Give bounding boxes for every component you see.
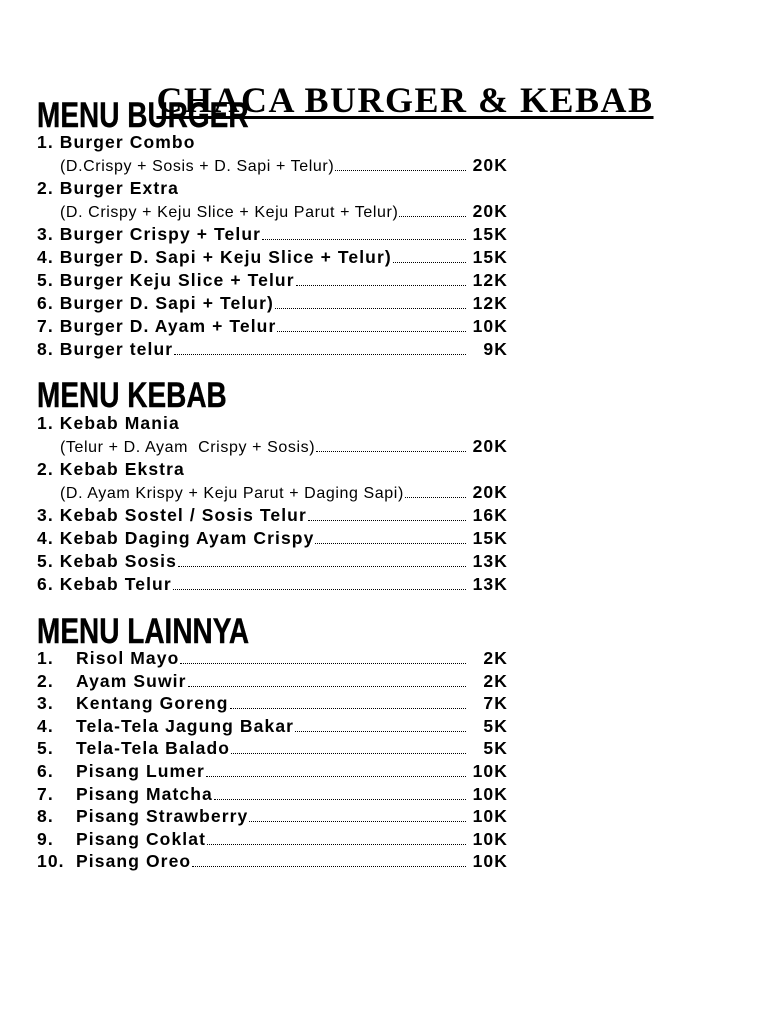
menu-item [37, 850, 508, 873]
menu-item-detail-row [37, 435, 508, 458]
menu-item [37, 504, 508, 527]
menu-item [37, 783, 508, 806]
menu-item-row [37, 177, 508, 200]
menu-item [37, 573, 508, 596]
item-number: 3. [37, 693, 54, 714]
item-price: 15K [472, 224, 508, 244]
item-name: Kebab Telur [59, 574, 172, 594]
menu-item [37, 527, 508, 550]
menu-item-detail-row [37, 200, 508, 223]
item-price: 12K [472, 270, 508, 290]
leader-dots [214, 799, 466, 800]
item-name: Kebab Sostel / Sosis Telur [59, 505, 307, 525]
item-number: 9. [37, 828, 54, 849]
item-number: 2. [37, 178, 54, 198]
menu-item-row [37, 458, 508, 481]
leader-dots [296, 285, 466, 286]
leader-dots [173, 589, 466, 590]
item-number: 8. [37, 806, 54, 827]
leader-dots [180, 663, 466, 664]
leader-dots [192, 866, 466, 867]
menu-item-row [37, 647, 508, 670]
section-heading: MENU KEBAB [37, 376, 227, 415]
item-number: 7. [37, 783, 54, 804]
menu-item-row [37, 269, 508, 292]
item-name: Pisang Strawberry [76, 806, 249, 827]
menu-item [37, 131, 508, 177]
item-number: 5. [37, 270, 54, 290]
item-name: Ayam Suwir [76, 670, 187, 691]
leader-dots [262, 239, 466, 240]
menu-item [37, 805, 508, 828]
item-price: 13K [472, 574, 508, 594]
item-price: 10K [472, 316, 508, 336]
item-name: Kebab Mania [59, 413, 180, 433]
menu-item-row [37, 573, 508, 596]
menu-item [37, 223, 508, 246]
item-name: Pisang Coklat [76, 828, 207, 849]
menu-item [37, 737, 508, 760]
item-number: 4. [37, 528, 54, 548]
menu-item [37, 246, 508, 269]
leader-dots [207, 844, 466, 845]
item-number: 2. [37, 459, 54, 479]
menu-item [37, 315, 508, 338]
item-number: 4. [37, 715, 54, 736]
menu-item [37, 177, 508, 223]
item-name: Risol Mayo [76, 648, 180, 668]
item-name: Kebab Sosis [59, 551, 177, 571]
menu-item [37, 647, 508, 670]
section-heading: MENU BURGER [37, 96, 249, 135]
item-name: Burger Crispy + Telur [59, 224, 262, 244]
item-price: 13K [472, 551, 508, 571]
menu-item [37, 550, 508, 573]
item-detail: (D. Ayam Krispy + Keju Parut + Daging Sapi) [60, 485, 404, 502]
leader-dots [399, 216, 466, 217]
item-price: 10K [472, 851, 508, 872]
menu-item-row [37, 715, 508, 738]
item-name: Pisang Lumer [76, 760, 205, 781]
menu-item [37, 692, 508, 715]
item-detail: (D.Crispy + Sosis + D. Sapi + Telur) [60, 158, 335, 175]
item-price: 16K [472, 505, 508, 525]
menu-item-detail-row [37, 154, 508, 177]
item-name: Kebab Ekstra [59, 459, 185, 479]
item-number: 3. [37, 505, 54, 525]
menu-item-row [37, 527, 508, 550]
item-number: 6. [37, 760, 54, 781]
leader-dots [178, 566, 466, 567]
menu-item [37, 338, 508, 361]
item-price: 2K [483, 648, 508, 668]
menu-item-row [37, 692, 508, 715]
menu-title-text: CHACA BURGER & KEBAB [156, 80, 654, 120]
menu-item-detail-row [37, 481, 508, 504]
menu-item-row [37, 223, 508, 246]
menu-item-row [37, 338, 508, 361]
leader-dots [405, 497, 466, 498]
item-number: 3. [37, 224, 54, 244]
item-number: 6. [37, 574, 54, 594]
item-price: 15K [472, 528, 508, 548]
leader-dots [315, 543, 466, 544]
menu-item-row [37, 760, 508, 783]
item-price: 20K [472, 201, 508, 221]
item-price: 7K [483, 693, 508, 714]
menu-item-row [37, 805, 508, 828]
menu-item [37, 458, 508, 504]
item-name: Kentang Goreng [76, 693, 229, 714]
menu-item-row [37, 131, 508, 154]
leader-dots [231, 753, 466, 754]
item-number: 2. [37, 670, 54, 691]
item-name: Burger Extra [59, 178, 180, 198]
leader-dots [188, 686, 466, 687]
item-price: 10K [472, 760, 508, 781]
item-price: 12K [472, 293, 508, 313]
item-price: 20K [472, 436, 508, 456]
item-number: 1. [37, 413, 54, 433]
leader-dots [206, 776, 466, 777]
menu-item [37, 760, 508, 783]
menu-item-list [37, 412, 508, 596]
menu-item-row [37, 292, 508, 315]
item-price: 2K [483, 670, 508, 691]
menu-item [37, 715, 508, 738]
leader-dots [275, 308, 466, 309]
item-price: 5K [483, 738, 508, 759]
item-number: 5. [37, 738, 54, 759]
item-price: 15K [472, 247, 508, 267]
menu-item-row [37, 850, 508, 873]
item-name: Burger Keju Slice + Telur [59, 270, 295, 290]
item-price: 10K [472, 783, 508, 804]
item-name: Tela-Tela Balado [76, 738, 231, 759]
menu-item-row [37, 670, 508, 693]
item-name: Burger D. Ayam + Telur [59, 316, 277, 336]
item-number: 1. [37, 132, 54, 152]
item-price: 10K [472, 806, 508, 827]
menu-item-row [37, 504, 508, 527]
item-detail: (D. Crispy + Keju Slice + Keju Parut + Telur) [60, 204, 399, 221]
item-number: 8. [37, 339, 54, 359]
menu-item-row [37, 828, 508, 851]
leader-dots [230, 708, 467, 709]
leader-dots [308, 520, 466, 521]
item-price: 9K [483, 339, 508, 359]
menu-item-row [37, 783, 508, 806]
item-name: Burger D. Sapi + Telur) [59, 293, 274, 313]
menu-item-row [37, 315, 508, 338]
menu-item [37, 412, 508, 458]
leader-dots [295, 731, 466, 732]
section-heading: MENU LAINNYA [37, 612, 250, 651]
item-number: 10. [37, 851, 65, 872]
menu-item-row [37, 737, 508, 760]
item-name: Burger telur [59, 339, 174, 359]
item-name: Burger D. Sapi + Keju Slice + Telur) [59, 247, 392, 267]
item-number: 6. [37, 293, 54, 313]
item-name: Tela-Tela Jagung Bakar [76, 715, 295, 736]
item-price: 10K [472, 828, 508, 849]
menu-item-list [37, 647, 508, 873]
menu-item [37, 828, 508, 851]
item-price: 20K [472, 155, 508, 175]
leader-dots [277, 331, 466, 332]
menu-item [37, 269, 508, 292]
item-number: 1. [37, 648, 54, 668]
menu-item [37, 292, 508, 315]
item-name: Pisang Oreo [76, 851, 192, 872]
leader-dots [316, 451, 466, 452]
item-detail: (Telur + D. Ayam Crispy + Sosis) [60, 439, 316, 456]
menu-item [37, 670, 508, 693]
item-name: Burger Combo [59, 132, 196, 152]
leader-dots [335, 170, 466, 171]
menu-item-list [37, 131, 508, 361]
leader-dots [249, 821, 466, 822]
item-name: Kebab Daging Ayam Crispy [59, 528, 315, 548]
item-name: Pisang Matcha [76, 783, 213, 804]
leader-dots [174, 354, 466, 355]
leader-dots [393, 262, 466, 263]
item-price: 5K [483, 715, 508, 736]
menu-item-row [37, 412, 508, 435]
item-price: 20K [472, 482, 508, 502]
item-number: 4. [37, 247, 54, 267]
item-number: 7. [37, 316, 54, 336]
menu-item-row [37, 246, 508, 269]
item-number: 5. [37, 551, 54, 571]
menu-item-row [37, 550, 508, 573]
